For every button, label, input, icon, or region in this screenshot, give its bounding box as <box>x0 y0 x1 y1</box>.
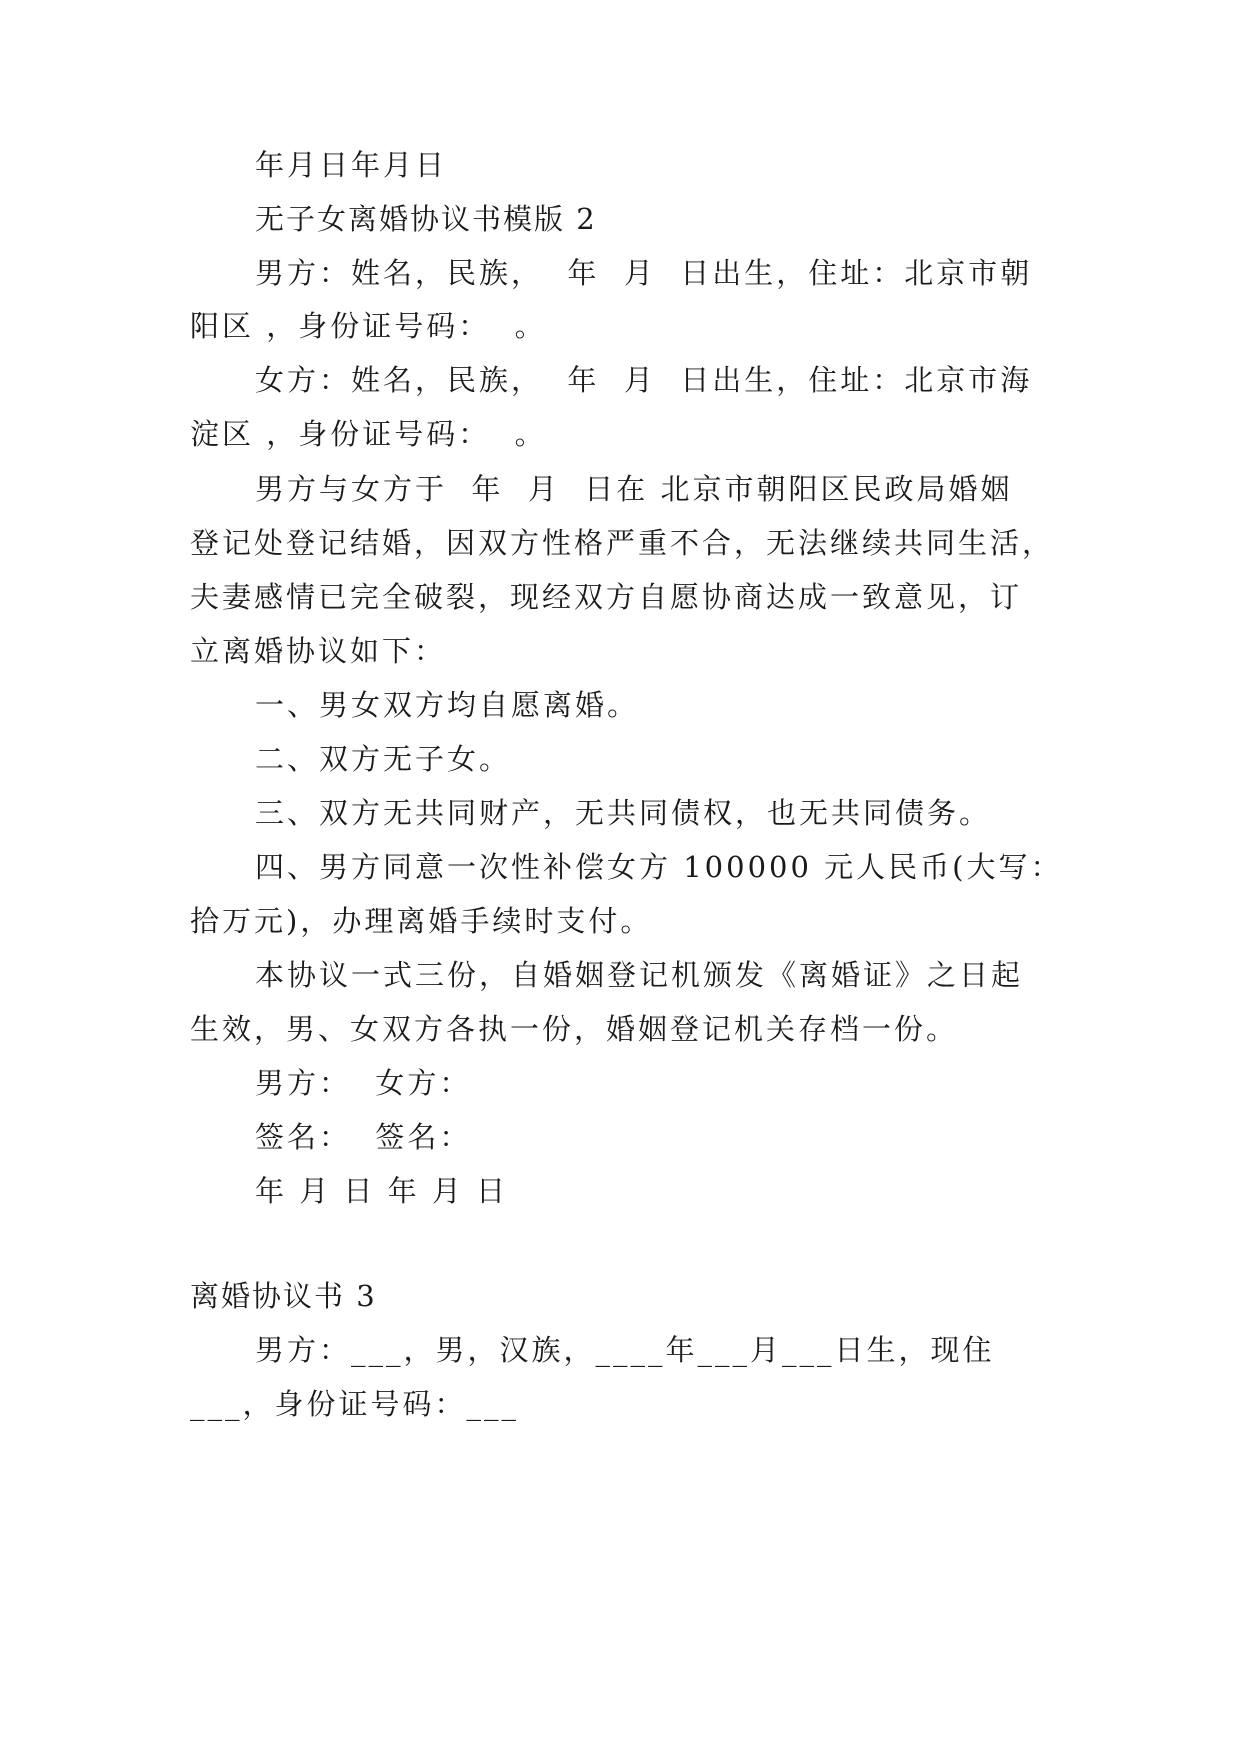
date-line-top: 年月日年月日 <box>255 148 448 182</box>
clause-1: 一、男女双方均自愿离婚。 <box>255 688 640 722</box>
clause-2: 二、双方无子女。 <box>255 742 512 776</box>
preamble-line-2: 登记处登记结婚，因双方性格严重不合，无法继续共同生活， <box>190 526 1055 560</box>
signature-parties: 男方： 女方： <box>255 1066 472 1100</box>
preamble-line-1: 男方与女方于 年 月 日在 北京市朝阳区民政局婚姻 <box>255 472 1013 506</box>
signature-dates: 年 月 日 年 月 日 <box>255 1174 509 1208</box>
template3-title: 离婚协议书 3 <box>190 1279 377 1313</box>
female-party-line-1: 女方：姓名，民族， 年 月 日出生，住址：北京市海 <box>255 363 1033 397</box>
template2-title: 无子女离婚协议书模版 2 <box>255 202 597 236</box>
effect-line-2: 生效，男、女双方各执一份，婚姻登记机关存档一份。 <box>190 1012 959 1046</box>
preamble-line-4: 立离婚协议如下： <box>190 634 447 668</box>
male-party-line-1: 男方：姓名，民族， 年 月 日出生，住址：北京市朝 <box>255 256 1033 290</box>
clause-4-line-1: 四、男方同意一次性补偿女方 100000 元人民币(大写： <box>255 850 1063 884</box>
signature-names: 签名： 签名： <box>255 1120 472 1154</box>
template3-male-party-line-1: 男方：___，男，汉族，____年___月___日生，现住 <box>255 1333 995 1367</box>
preamble-line-3: 夫妻感情已完全破裂，现经双方自愿协商达成一致意见，订 <box>190 580 1023 614</box>
effect-line-1: 本协议一式三份，自婚姻登记机颁发《离婚证》之日起 <box>255 958 1024 992</box>
clause-4-line-2: 拾万元)，办理离婚手续时支付。 <box>190 904 653 938</box>
clause-3: 三、双方无共同财产，无共同债权，也无共同债务。 <box>255 796 992 830</box>
female-party-line-2: 淀区 ，身份证号码： 。 <box>190 417 547 451</box>
male-party-line-2: 阳区 ，身份证号码： 。 <box>190 309 547 343</box>
template3-male-party-line-2: ___，身份证号码：___ <box>190 1387 520 1421</box>
